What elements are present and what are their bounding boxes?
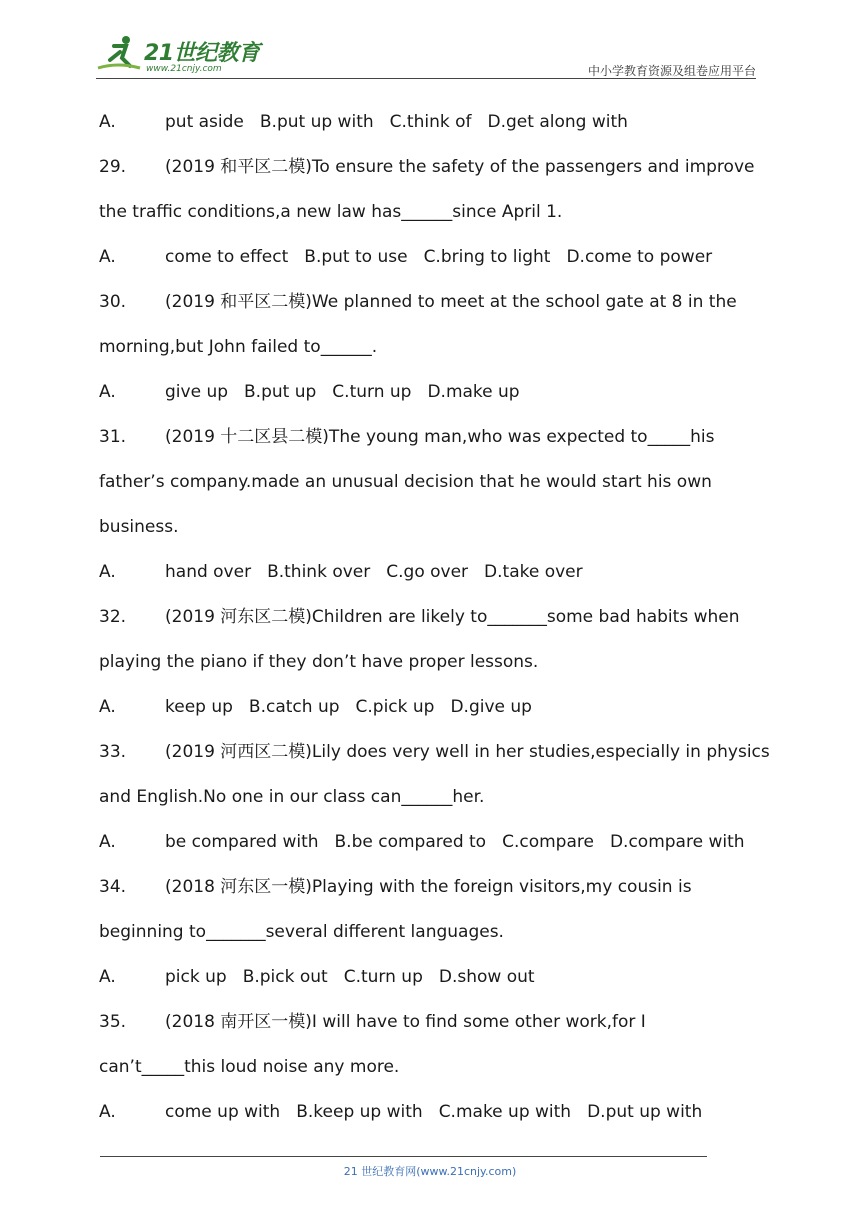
answer-option: C.think of: [389, 112, 472, 132]
answer-option: keep up: [165, 697, 233, 717]
question-number: 29.: [99, 157, 127, 177]
text-before: morning,but John failed to: [99, 337, 321, 357]
question-continuation: [99, 644, 779, 689]
answer-option: come up with: [165, 1102, 281, 1122]
answer-option: B.put to use: [304, 247, 408, 267]
question-continuation: [99, 329, 779, 374]
answer-options: [99, 554, 779, 599]
answer-options: [99, 1094, 779, 1139]
question-text: (2019 和平区二模)We planned to meet at the school gate at 8 in the: [165, 292, 737, 312]
text-before: can’t: [99, 1057, 142, 1077]
answer-option: B.pick out: [242, 967, 328, 987]
answer-options: [99, 239, 779, 284]
answer-options: [99, 374, 779, 419]
answer-option: C.turn up: [343, 967, 423, 987]
answer-option: come to effect: [165, 247, 289, 267]
answer-option: C.bring to light: [423, 247, 551, 267]
answer-option: put aside: [165, 112, 244, 132]
answer-option: C.make up with: [438, 1102, 572, 1122]
option-label: A.: [99, 697, 116, 717]
question-number: 35.: [99, 1012, 127, 1032]
question-line: [99, 149, 779, 194]
answer-blank: ______: [320, 337, 372, 357]
question-continuation: [99, 779, 779, 824]
answer-option: B.catch up: [248, 697, 340, 717]
question-number: 34.: [99, 877, 127, 897]
answer-option: C.compare: [502, 832, 594, 852]
answer-option: B.be compared to: [334, 832, 487, 852]
answer-option: B.think over: [267, 562, 371, 582]
question-number: 30.: [99, 292, 127, 312]
question-text: (2019 十二区县二模)The young man,who was expected to_____his: [165, 427, 715, 447]
answer-option: D.take over: [484, 562, 583, 582]
answer-option: be compared with: [165, 832, 319, 852]
option-label: A.: [99, 247, 116, 267]
question-continuation: [99, 464, 779, 509]
footer-text: 21 世纪教育网(www.21cnjy.com): [343, 1165, 517, 1178]
question-line: [99, 869, 779, 914]
answer-option: D.put up with: [587, 1102, 703, 1122]
question-text: (2018 河东区一模)Playing with the foreign visitors,my cousin is: [165, 877, 692, 897]
footer-divider: [100, 1156, 707, 1157]
site-logo: [96, 30, 266, 78]
text-before: playing the piano if they don’t have proper lessons.: [99, 652, 539, 672]
text-after: this loud noise any more.: [184, 1057, 400, 1077]
answer-options: [99, 689, 779, 734]
text-before: business.: [99, 517, 179, 537]
answer-option: D.compare with: [609, 832, 745, 852]
question-number: 32.: [99, 607, 127, 627]
answer-blank: _______: [206, 922, 266, 942]
option-label: A.: [99, 967, 116, 987]
answer-blank: ______: [401, 787, 453, 807]
header-divider: [96, 78, 756, 79]
text-before: father’s company.made an unusual decision that he would start his own: [99, 472, 712, 492]
header-tagline: 中小学教育资源及组卷应用平台: [587, 64, 756, 78]
question-continuation: [99, 194, 779, 239]
answer-options: [99, 959, 779, 1004]
question-text: (2019 河西区二模)Lily does very well in her studies,especially in physics: [165, 742, 770, 762]
answer-blank: ______: [401, 202, 453, 222]
page-header: [96, 30, 756, 78]
logo-text: 21世纪教育: [144, 41, 260, 66]
answer-option: D.make up: [427, 382, 520, 402]
text-after: several different languages.: [265, 922, 504, 942]
option-label: A.: [99, 382, 116, 402]
answer-options: [99, 104, 779, 149]
answer-option: D.get along with: [487, 112, 628, 132]
question-number: 33.: [99, 742, 127, 762]
answer-option: C.pick up: [355, 697, 435, 717]
answer-option: B.keep up with: [296, 1102, 423, 1122]
question-line: [99, 599, 779, 644]
answer-option: pick up: [165, 967, 227, 987]
option-label: A.: [99, 832, 116, 852]
question-text: (2019 和平区二模)To ensure the safety of the passengers and improve: [165, 157, 755, 177]
question-text: (2019 河东区二模)Children are likely to_______some bad habits when: [165, 607, 740, 627]
text-after: since April 1.: [452, 202, 563, 222]
answer-option: hand over: [165, 562, 252, 582]
text-before: the traffic conditions,a new law has: [99, 202, 402, 222]
question-continuation: [99, 509, 779, 554]
question-list: [99, 104, 779, 1139]
question-number: 31.: [99, 427, 127, 447]
text-before: beginning to: [99, 922, 207, 942]
answer-blank: _____: [141, 1057, 185, 1077]
answer-option: B.put up: [244, 382, 317, 402]
answer-option: C.turn up: [332, 382, 412, 402]
question-line: [99, 284, 779, 329]
runner-logo-icon: [96, 34, 142, 74]
answer-option: give up: [165, 382, 229, 402]
logo-url: www.21cnjy.com: [146, 64, 222, 74]
answer-option: B.put up with: [259, 112, 374, 132]
answer-option: D.show out: [438, 967, 535, 987]
text-after: her.: [452, 787, 485, 807]
answer-option: D.give up: [450, 697, 532, 717]
question-line: [99, 1004, 779, 1049]
question-continuation: [99, 1049, 779, 1094]
option-label: A.: [99, 562, 116, 582]
text-before: and English.No one in our class can: [99, 787, 402, 807]
question-line: [99, 419, 779, 464]
answer-options: [99, 824, 779, 869]
answer-option: D.come to power: [566, 247, 713, 267]
answer-option: C.go over: [386, 562, 469, 582]
question-text: (2018 南开区一模)I will have to find some other work,for I: [165, 1012, 646, 1032]
option-label: A.: [99, 112, 116, 132]
question-line: [99, 734, 779, 779]
question-continuation: [99, 914, 779, 959]
option-label: A.: [99, 1102, 116, 1122]
text-after: .: [371, 337, 378, 357]
